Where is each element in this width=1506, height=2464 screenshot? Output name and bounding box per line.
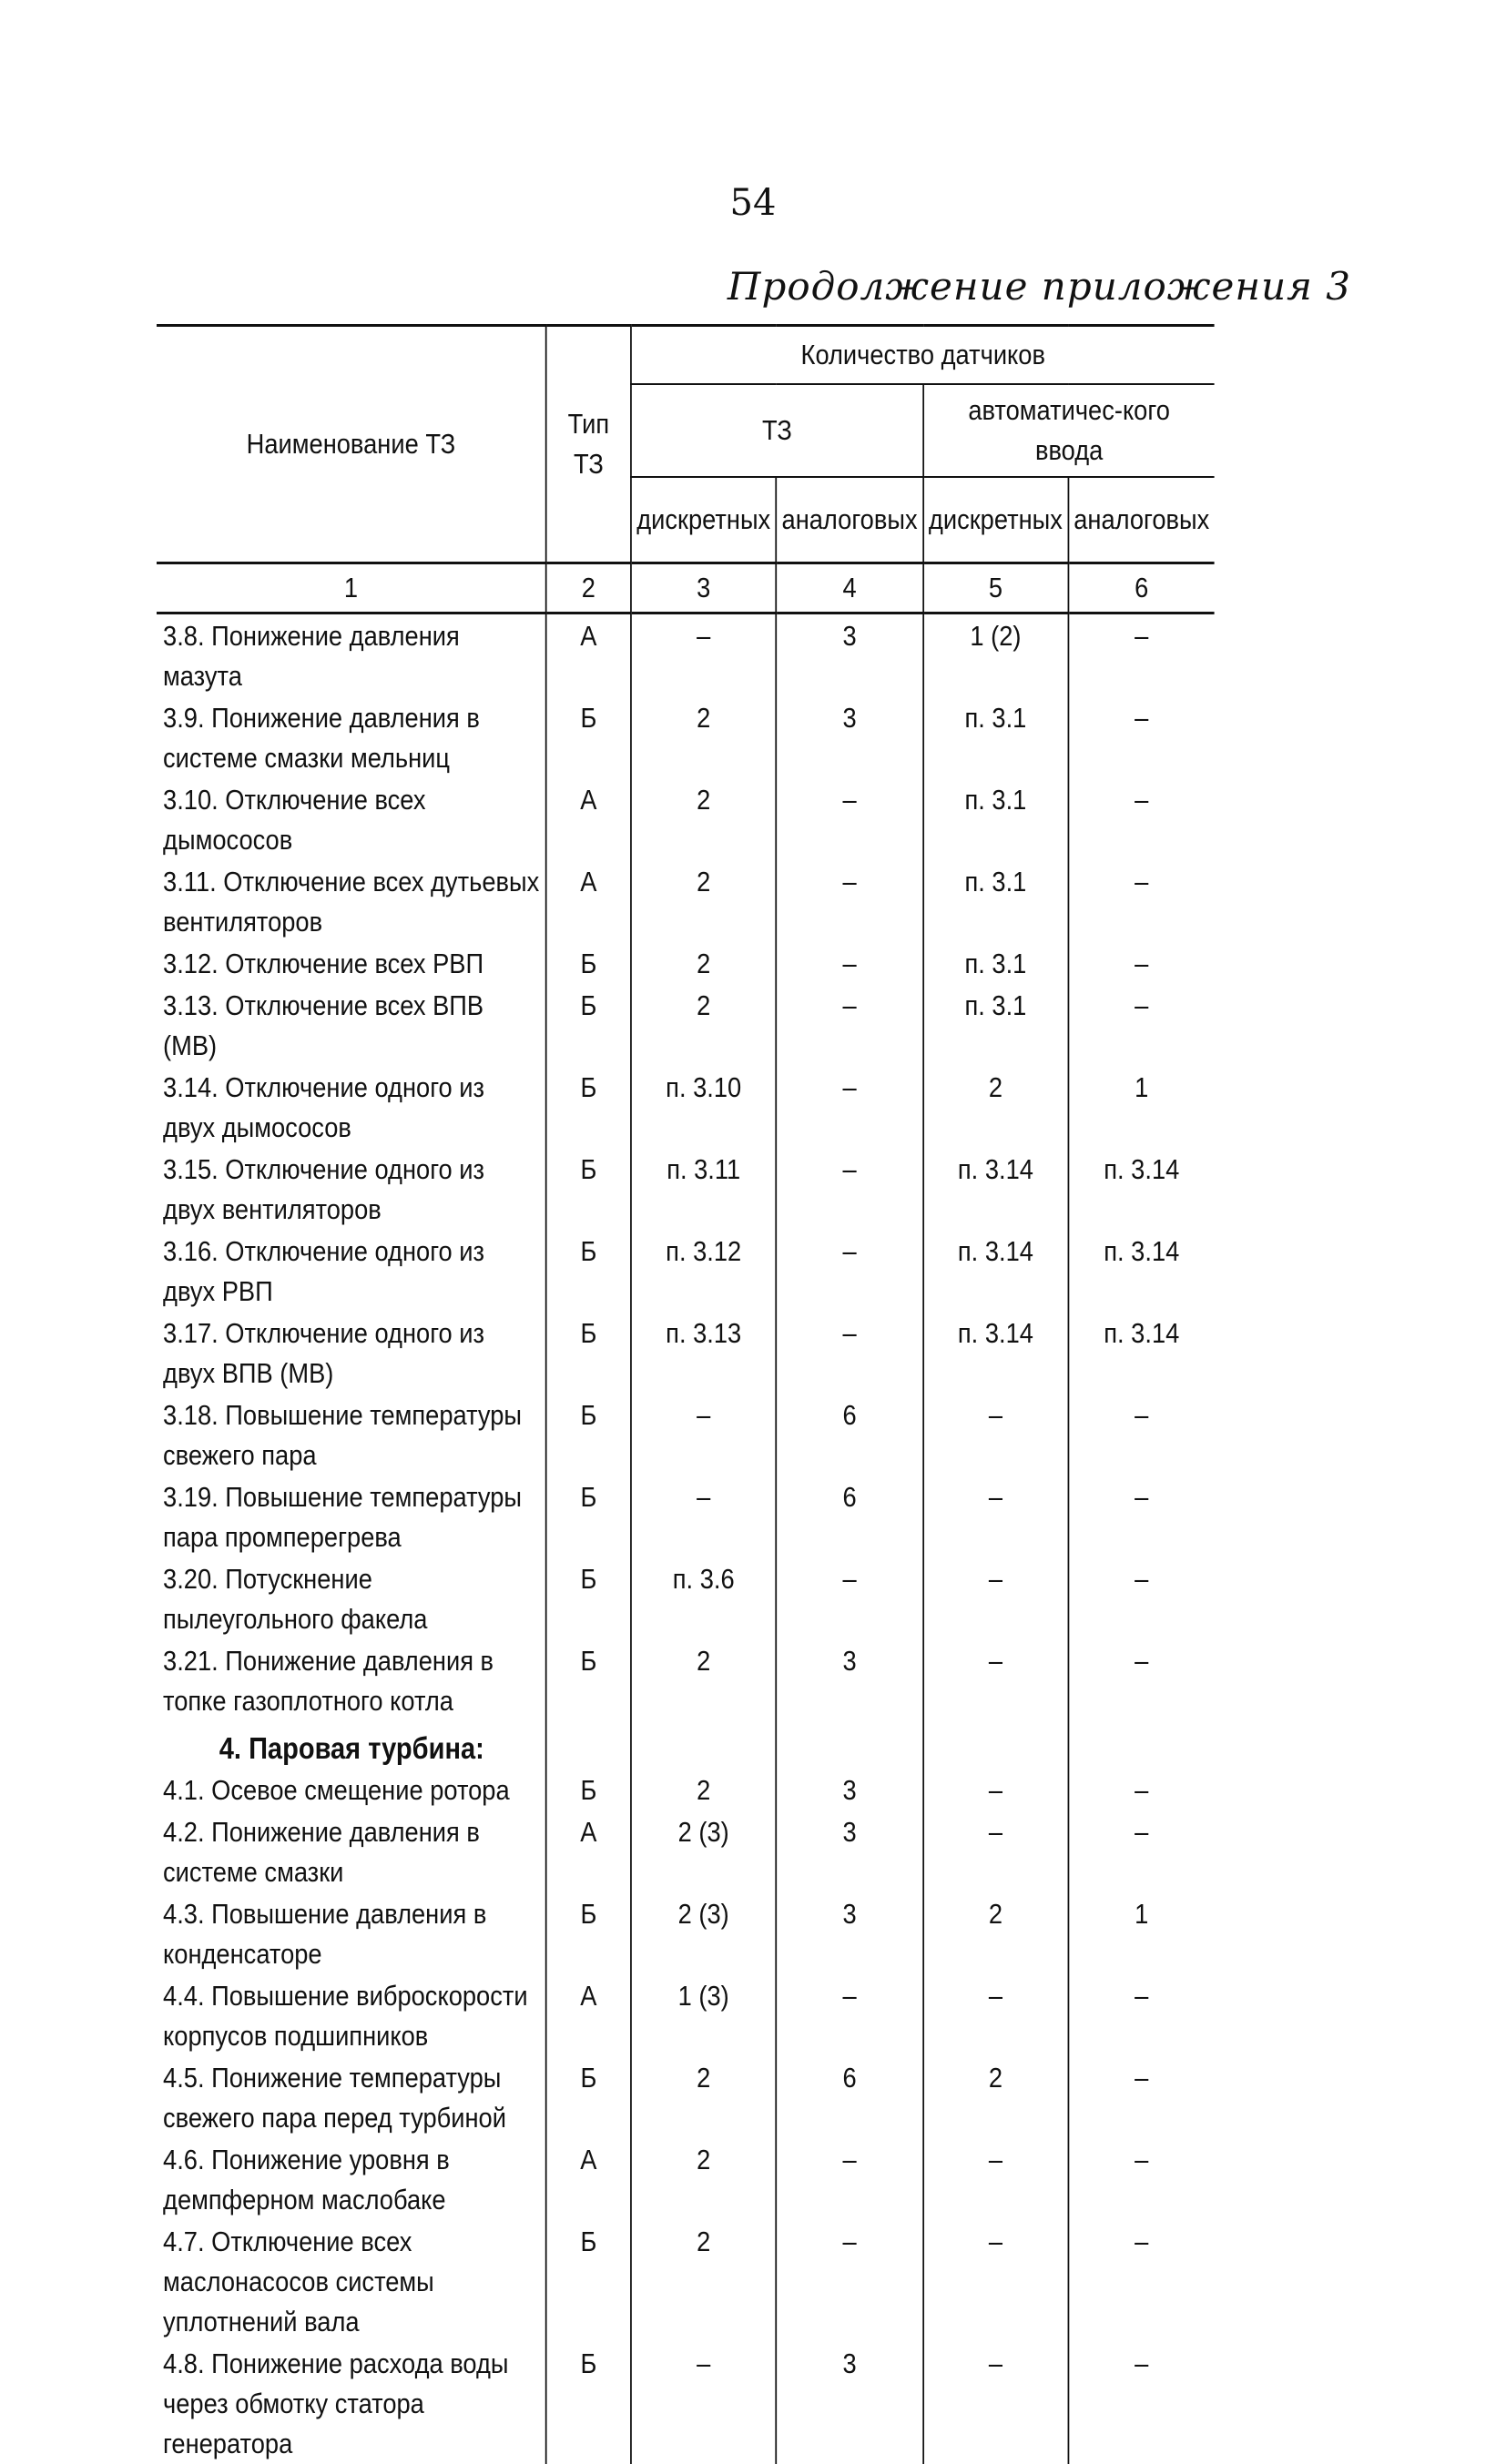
row-type: Б [546,1769,631,1810]
row-analog: 3 [776,1892,922,1974]
row-type: А [546,613,631,697]
row-analog: – [776,1557,922,1639]
row-name: 3.12. Отключение всех РВП [157,942,546,984]
row-analog-auto: – [1068,984,1215,1066]
row-analog-auto: 1 [1068,1066,1215,1148]
row-analog: 3 [776,613,922,697]
row-type: Б [546,1892,631,1974]
row-discrete: п. 3.10 [631,1066,776,1148]
row-analog: 3 [776,696,922,778]
row-name: 3.17. Отключение одного из двух ВПВ (МВ) [157,1312,546,1394]
row-analog: – [776,2220,922,2342]
header-auto-input: автоматичес-кого ввода [923,384,1215,477]
row-analog: – [776,1230,922,1312]
table-row [157,1230,1215,1312]
row-analog-auto: – [1068,2056,1215,2138]
row-discrete-auto: – [923,1557,1068,1639]
row-analog: – [776,860,922,942]
column-number: 3 [631,563,776,613]
header-analog-auto: аналоговых [1068,477,1215,563]
row-discrete: 2 (3) [631,1810,776,1892]
table-row [157,696,1215,778]
row-type: Б [546,984,631,1066]
row-name: 4.2. Понижение давления в системе смазки [157,1810,546,1892]
row-name: 4.1. Осевое смещение ротора [157,1769,546,1810]
row-discrete-auto: п. 3.1 [923,860,1068,942]
table-row [157,1557,1215,1639]
row-analog-auto: – [1068,1769,1215,1810]
table-row [157,2342,1215,2464]
row-name: 4.3. Повышение давления в конденсаторе [157,1892,546,1974]
table-row [157,1148,1215,1230]
row-analog: – [776,778,922,860]
table-row [157,613,1215,697]
table-body [157,613,1215,2464]
row-analog-auto [1068,1721,1215,1769]
row-analog-auto: п. 3.14 [1068,1312,1215,1394]
table-header [157,326,1215,613]
row-type: Б [546,1066,631,1148]
row-discrete: п. 3.13 [631,1312,776,1394]
row-discrete-auto: п. 3.14 [923,1312,1068,1394]
row-analog-auto: п. 3.14 [1068,1148,1215,1230]
row-type: Б [546,1312,631,1394]
row-name: 4. Паровая турбина: [157,1721,546,1769]
row-discrete-auto: 2 [923,2056,1068,2138]
row-analog: 6 [776,1475,922,1557]
row-analog: – [776,1148,922,1230]
table-row [157,2220,1215,2342]
row-name: 3.9. Понижение давления в системе смазки мельниц [157,696,546,778]
row-type: А [546,1974,631,2056]
row-discrete: п. 3.12 [631,1230,776,1312]
table-row [157,1810,1215,1892]
row-analog-auto: – [1068,1810,1215,1892]
row-discrete: 2 [631,778,776,860]
row-discrete-auto: 2 [923,1892,1068,1974]
row-analog: – [776,984,922,1066]
row-type: Б [546,2342,631,2464]
row-discrete-auto: – [923,1394,1068,1475]
row-discrete: 2 [631,2056,776,2138]
row-analog-auto: – [1068,1974,1215,2056]
row-analog-auto: – [1068,942,1215,984]
row-discrete-auto: – [923,2138,1068,2220]
row-analog: – [776,1974,922,2056]
row-name: 3.19. Повышение температуры пара промперегрева [157,1475,546,1557]
row-type: Б [546,1148,631,1230]
row-type: Б [546,1475,631,1557]
row-discrete-auto: п. 3.14 [923,1148,1068,1230]
row-analog-auto: – [1068,613,1215,697]
row-type: Б [546,1639,631,1721]
row-discrete: 2 [631,2220,776,2342]
row-discrete: п. 3.6 [631,1557,776,1639]
row-analog-auto: 1 [1068,1892,1215,1974]
row-name: 3.20. Потускнение пылеугольного факела [157,1557,546,1639]
row-analog: 3 [776,1639,922,1721]
table-row [157,1066,1215,1148]
row-analog [776,1721,922,1769]
row-discrete: – [631,1394,776,1475]
header-discrete-auto: дискретных [923,477,1068,563]
row-name: 4.7. Отключение всех маслонасосов системы уплотнений вала [157,2220,546,2342]
row-name: 3.13. Отключение всех ВПВ (МВ) [157,984,546,1066]
column-number: 1 [157,563,546,613]
row-name: 4.5. Понижение температуры свежего пара перед турбиной [157,2056,546,2138]
row-discrete: 2 [631,2138,776,2220]
row-name: 3.10. Отключение всех дымососов [157,778,546,860]
row-discrete-auto: – [923,1810,1068,1892]
row-discrete: 2 [631,696,776,778]
table-row [157,1475,1215,1557]
row-discrete-auto: – [923,1769,1068,1810]
row-analog: 3 [776,1810,922,1892]
row-discrete: 2 [631,1769,776,1810]
table-row [157,1312,1215,1394]
row-discrete: 2 (3) [631,1892,776,1974]
row-type: А [546,860,631,942]
row-discrete-auto: – [923,1639,1068,1721]
row-type: А [546,2138,631,2220]
row-name: 4.8. Понижение расхода воды через обмотку статора генератора [157,2342,546,2464]
row-discrete-auto: – [923,2342,1068,2464]
row-discrete: 2 [631,984,776,1066]
appendix-continuation-title: Продолжение приложения 3 [728,264,1351,309]
row-type: Б [546,696,631,778]
row-analog: 3 [776,2342,922,2464]
row-name: 3.8. Понижение давления мазута [157,613,546,697]
row-type [546,1721,631,1769]
column-number-row [157,563,1215,613]
row-type: Б [546,1557,631,1639]
sensor-table [157,324,1215,2464]
row-analog-auto: – [1068,1475,1215,1557]
row-discrete: – [631,2342,776,2464]
row-analog-auto: п. 3.14 [1068,1230,1215,1312]
row-name: 3.15. Отключение одного из двух вентиляторов [157,1148,546,1230]
table-row [157,1769,1215,1810]
row-analog-auto: – [1068,1639,1215,1721]
table-row [157,1974,1215,2056]
row-discrete [631,1721,776,1769]
row-analog-auto: – [1068,778,1215,860]
row-name: 4.4. Повышение виброскорости корпусов подшипников [157,1974,546,2056]
header-type: Тип ТЗ [546,326,631,563]
row-discrete-auto: п. 3.14 [923,1230,1068,1312]
table-row [157,1892,1215,1974]
row-type: Б [546,2056,631,2138]
row-discrete-auto: – [923,2220,1068,2342]
row-name: 3.21. Понижение давления в топке газоплотного котла [157,1639,546,1721]
row-analog: 6 [776,2056,922,2138]
table-row [157,942,1215,984]
table-row [157,778,1215,860]
row-discrete-auto: – [923,1475,1068,1557]
header-discrete: дискретных [631,477,776,563]
column-number: 5 [923,563,1068,613]
row-discrete: п. 3.11 [631,1148,776,1230]
row-analog-auto: – [1068,696,1215,778]
row-type: Б [546,2220,631,2342]
page-number: 54 [0,182,1506,224]
row-analog: 3 [776,1769,922,1810]
row-analog-auto: – [1068,2342,1215,2464]
row-name: 3.11. Отключение всех дутьевых вентиляторов [157,860,546,942]
table-row [157,1639,1215,1721]
section-heading-row [157,1721,1215,1769]
row-analog: – [776,1312,922,1394]
row-analog-auto: – [1068,2220,1215,2342]
table-row [157,2056,1215,2138]
row-type: А [546,1810,631,1892]
row-discrete: 1 (3) [631,1974,776,2056]
row-type: Б [546,942,631,984]
column-number: 2 [546,563,631,613]
row-discrete: – [631,613,776,697]
row-discrete: 2 [631,942,776,984]
row-type: А [546,778,631,860]
row-discrete-auto: п. 3.1 [923,984,1068,1066]
row-analog: – [776,2138,922,2220]
row-name: 3.14. Отключение одного из двух дымососов [157,1066,546,1148]
table-row [157,2138,1215,2220]
row-discrete-auto: 1 (2) [923,613,1068,697]
row-discrete-auto: п. 3.1 [923,942,1068,984]
row-analog-auto: – [1068,2138,1215,2220]
row-discrete: – [631,1475,776,1557]
row-name: 3.18. Повышение температуры свежего пара [157,1394,546,1475]
row-analog: 6 [776,1394,922,1475]
table-row [157,1394,1215,1475]
row-analog-auto: – [1068,1394,1215,1475]
row-name: 3.16. Отключение одного из двух РВП [157,1230,546,1312]
row-discrete-auto: – [923,1974,1068,2056]
row-analog-auto: – [1068,860,1215,942]
row-type: Б [546,1394,631,1475]
table-row [157,984,1215,1066]
row-type: Б [546,1230,631,1312]
row-discrete-auto: п. 3.1 [923,778,1068,860]
header-analog: аналоговых [776,477,922,563]
table-row [157,860,1215,942]
row-discrete-auto: п. 3.1 [923,696,1068,778]
row-discrete: 2 [631,860,776,942]
header-sensor-count: Количество датчиков [631,326,1215,385]
row-name: 4.6. Понижение уровня в демпферном маслобаке [157,2138,546,2220]
column-number: 6 [1068,563,1215,613]
header-name: Наименование ТЗ [157,326,546,563]
header-tz: ТЗ [631,384,923,477]
row-discrete-auto [923,1721,1068,1769]
row-discrete: 2 [631,1639,776,1721]
row-analog: – [776,942,922,984]
column-number: 4 [776,563,922,613]
row-analog: – [776,1066,922,1148]
row-discrete-auto: 2 [923,1066,1068,1148]
row-analog-auto: – [1068,1557,1215,1639]
